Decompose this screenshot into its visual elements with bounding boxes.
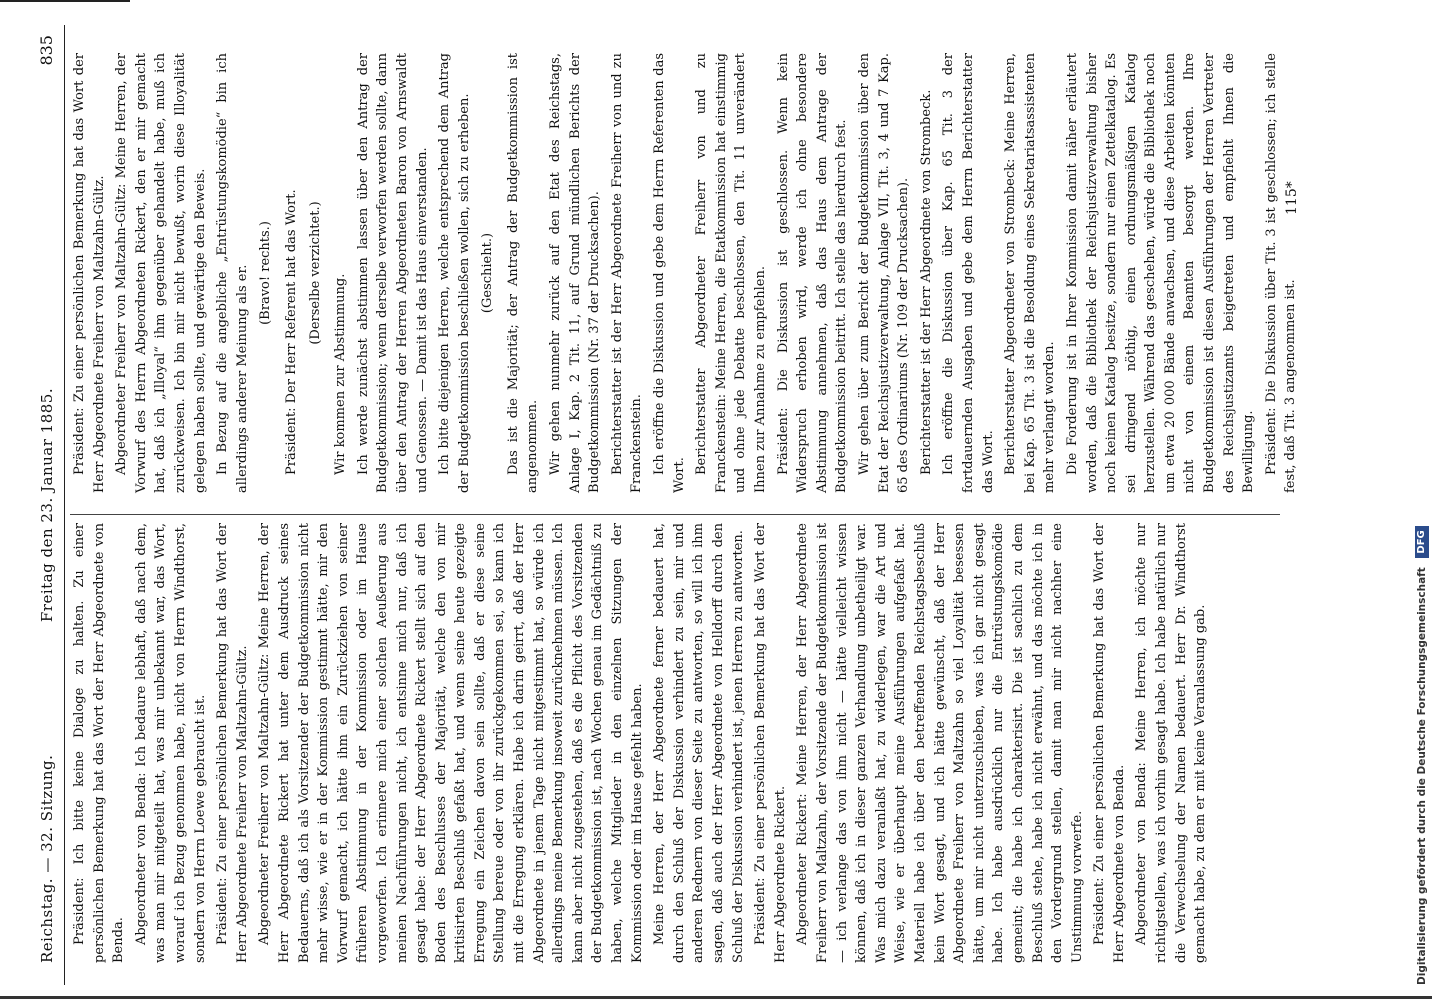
left-column	[70, 523, 1285, 963]
paragraph: (Geschieht.)	[480, 232, 496, 314]
paragraph: Präsident: Die Diskussion über Tit. 3 ist geschlossen; ich stelle fest, daß Tit. 3 angenommen ist.	[1263, 53, 1299, 493]
paragraph: Präsident: Zu einer persönlichen Bemerkung hat das Wort der Herr Abgeordnete von Benda.	[1092, 523, 1127, 963]
paragraph: Präsident: Die Diskussion ist geschlossen. Wenn kein Widerspruch erhoben wird, werde ich ohne besondere Abstimmung annehmen, daß das Haus dem Antrage der Budgetkommission beitritt. Ich stelle das hierdurch fest.	[775, 53, 850, 493]
signature-mark: 115*	[1284, 181, 1300, 215]
paragraph: Wir gehen über zum Bericht der Budgetkommission über den Etat der Reichsjustizverwaltung, Anlage VII, Tit. 3, 4 und 7 Kap. 65 des Ordinariums (Nr. 109 der Drucksachen).	[856, 53, 912, 493]
paragraph: Präsident: Zu einer persönlichen Bemerkung hat das Wort der Herr Abgeordnete Freiherr von Maltzahn-Gültz.	[72, 53, 107, 493]
paragraph: (Derselbe verzichtet.)	[307, 201, 323, 345]
rotated-page	[30, 25, 1310, 985]
paragraph: Berichterstatter Abgeordneter von Strombeck: Meine Herren, bei Kap. 65 Tit. 3 ist die Besoldung eines Sekretariatsassistenten mehr verlangt worden.	[1003, 53, 1058, 493]
paragraph: Abgeordneter von Benda: Ich bedaure lebhaft, daß nach dem, was man mir mitgeteilt hat, was mir unbekannt war, das Wort, worauf ich Bezug genommen habe, nicht von Herrn Windthorst, sondern von Herrn Loewe gebraucht ist.	[133, 523, 208, 963]
running-head	[30, 25, 65, 985]
page-number: 835	[37, 35, 56, 66]
paragraph: Ich eröffne die Diskussion über Kap. 65 Tit. 3 der fortdauernden Ausgaben und gebe dem Herrn Berichterstatter das Wort.	[941, 53, 996, 493]
scan-edge-bottom	[0, 996, 1432, 999]
paragraph: Präsident: Ich bitte keine Dialoge zu halten. Zu einer persönlichen Bemerkung hat das Wort der Herr Abgeordnete von Benda.	[72, 523, 127, 963]
paragraph: Präsident: Der Herr Referent hat das Wort.	[283, 189, 299, 475]
paragraph: Die Forderung ist in Ihrer Kommission damit näher erläutert worden, daß die Bibliothek der Reichsjustizverwaltung bisher noch keinen Katalog besitze, sondern nur einen Zettelkatalog. Es sei dringend nöthig, einen ordnungsmäßigen Katalog herzustellen. Während das geschehen, würde die Bibliothek noch um etwa 20 000 Bände anwachsen, und diese Arbeiten könnten nicht von einem Beamten besorgt werden. Ihre Budgetkommission ist diesen Ausführungen der Herren Vertreter des Reichsjustizamts beigetreten und empfiehlt Ihnen die Bewilligung.	[1064, 53, 1257, 493]
paragraph: Ich bitte diejenigen Herren, welche entsprechend dem Antrag der Budgetkommission beschließen wollen, sich zu erheben.	[437, 53, 472, 493]
paragraph: Berichterstatter ist der Herr Abgeordnete von Strombeck.	[918, 89, 934, 475]
paragraph: Ich eröffne die Diskussion und gebe dem Herrn Referenten das Wort.	[652, 53, 687, 493]
paragraph: Abgeordneter Rickert: Meine Herren, der Herr Abgeordnete Freiherr von Maltzahn, der Vorsitzende der Budgetkommission ist — ich verlange das von ihm nicht — hätte vielleicht wissen können, daß ich in dieser ganzen Verhandlung unbetheiligt war. Was mich dazu veranlaßt hat, zu widerlegen, war die Art und Weise, wie er überhaupt meine Ausführungen aufgefaßt hat. Materiell habe ich über den betreffenden Reichstagsbeschluß kein Wort gesagt, und ich hätte gewünscht, daß der Herr Abgeordnete Freiherr von Maltzahn so viel Loyalität besessen hätte, um mir nicht unterzuschieben, was ich gar nicht gesagt habe. Ich habe ausdrücklich nur die Entrüstungskomödie gemeint; die habe ich charakterisirt. Die ist sachlich zu dem Beschluß stehe, habe ich nicht erwähnt, und das möchte ich in den Vordergrund stellen, damit man mir nicht nachher eine Unstimmung vorwerfe.	[795, 523, 1085, 963]
running-head-date: Freitag den 23. Januar 1885.	[38, 387, 56, 623]
paragraph: Abgeordneter Freiherr von Maltzahn-Gültz: Meine Herren, der Vorwurf des Herrn Abgeordneten Rickert, den er mir gemacht hat, daß ich „Illoyal“ ihm gegenüber gehandelt habe, muß ich zurückweisen. Ich bin mir nicht bewußt, worin diese Illoyalität gelegen haben sollte, und gewärtige den Beweis.	[114, 53, 208, 493]
paragraph: In Bezug auf die angebliche „Entrüstungskomödie“ bin ich allerdings anderer Meinung als er.	[215, 53, 250, 493]
paragraph: Meine Herren, der Herr Abgeordnete ferner bedauert hat, durch den Schluß der Diskussion verhindert zu sein, mir und anderen Rednern von dieser Seite zu antworten, so will ich ihm sagen, daß auch der Herr Abgeordnete von Helldorff durch den Schluß der Diskussion verhindert ist, jenen Herren zu antworten.	[652, 523, 746, 963]
dfg-logo: DFG	[1415, 526, 1429, 557]
paragraph: Berichterstatter ist der Herr Abgeordnete Freiherr von und zu Franckenstein.	[609, 53, 645, 493]
paragraph: Abgeordneter von Benda: Meine Herren, ich möchte nur richtigstellen, was ich vorhin gesagt habe. Ich habe natürlich nur die Verwechselung der Namen bedauert. Herr Dr. Windthorst gemacht habe, zu dem er mit keine Veranlassung gab.	[1134, 523, 1209, 963]
running-head-left: Reichstag. — 32. Sitzung.	[38, 754, 56, 963]
scan-edge-top	[0, 0, 130, 2]
paragraph: Wir gehen nunmehr zurück auf den Etat des Reichstags, Anlage I, Kap. 2 Tit. 11, auf Grund mündlichen Berichts der Budgetkommission (Nr. 37 der Drucksachen).	[548, 53, 603, 493]
paragraph: (Bravo! rechts.)	[258, 221, 274, 325]
paragraph: Präsident: Zu einer persönlichen Bemerkung hat das Wort der Herr Abgeordnete Freiherr von Maltzahn-Gültz.	[215, 523, 250, 963]
paragraph: Berichterstatter Abgeordneter Freiherr von und zu Franckenstein: Meine Herren, die Etatkommission hat einstimmig und ohne jede Debatte beschlossen, den Tit. 11 unverändert Ihnen zur Annahme zu empfehlen.	[694, 53, 768, 493]
paragraph: Präsident: Zu einer persönlichen Bemerkung hat das Wort der Herr Abgeordnete Rickert.	[753, 523, 788, 963]
dfg-credit-text: Digitalisierung gefördert durch die Deutsche Forschungsgemeinschaft	[1416, 567, 1428, 985]
column-divider	[70, 514, 1280, 515]
paragraph: Wir kommen zur Abstimmung.	[333, 273, 349, 475]
paragraph: Das ist die Majorität; der Antrag der Budgetkommission ist angenommen.	[505, 53, 541, 493]
paragraph: Ich werde zunächst abstimmen lassen über den Antrag der Budgetkommission; wenn derselbe verworfen werden sollte, dann über den Antrag der Herren Abgeordneten Baron von Arnswaldt und Genossen. — Damit ist das Haus einverstanden.	[355, 53, 430, 493]
dfg-credit	[1413, 5, 1431, 985]
paragraph: Abgeordneter Freiherr von Maltzahn-Gültz: Meine Herren, der Herr Abgeordnete Rickert hat unter dem Ausdruck seines Bedauerns, daß ich als Vorsitzender der Budgetkommission nicht mehr wisse, wie er in der Kommission gestimmt hätte, mir den Vorwurf gemacht, ich hätte ihm ein Zurückziehen von seiner früheren Abstimmung in der Kommission oder im Hause vorgeworfen. Ich erinnere mich einer solchen Aeußerung aus meinen Nachführungen nicht, ich entsinne mich nur, daß ich gesagt habe: der Herr Abgeordnete Rickert stellt sich auf den Boden des Beschlusses der Majorität, welche den von mir kritisirten Beschluß gefaßt hat, und wenn seine heute gezeigte Erregung ein Zeichen davon sein sollte, daß er diese seine Stellung bereue oder von ihr zurückgekommen sei, so kann ich mit die Erregung erklären. Habe ich darin geirrt, daß der Herr Abgeordnete in jenem Tage nicht mitgestimmt hat, so würde ich allerdings meine Bemerkung insoweit zurücknehmen müssen. Ich kann aber nicht zugestehen, daß es die Pflicht des Vorsitzenden der Budgetkommission ist, nach Wochen genau im Gedächtniß zu haben, welche Mitglieder in den einzelnen Sitzungen der Kommission oder im Hause gefehlt haben.	[257, 523, 645, 963]
